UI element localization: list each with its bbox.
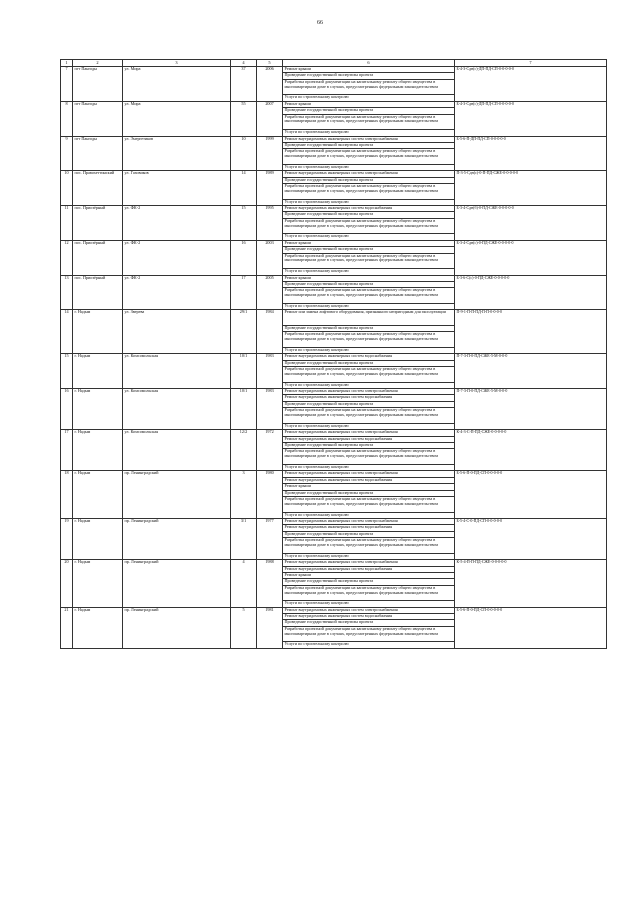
street-cell: пр. Ленинградский (123, 560, 231, 608)
build-year-cell: 2003 (257, 240, 283, 275)
street-cell: ул. Комсомольская (123, 389, 231, 430)
settlement-cell: г. Надым (73, 354, 123, 389)
work-type-cell: Проведение государственной экспертизы проекта (283, 108, 455, 114)
work-type-cell: Проведение государственной экспертизы проекта (283, 73, 455, 79)
house-code-cell: Б-5-6-П-0-ПД-СП-0-0-0-0-0 (455, 471, 607, 519)
row-number: 18 (61, 471, 73, 519)
row-number: 10 (61, 171, 73, 206)
work-type-cell: Услуги по строительному контролю (283, 642, 455, 648)
build-year-cell: 1995 (257, 206, 283, 241)
column-header: 3 (123, 60, 231, 67)
column-number-row (61, 60, 607, 67)
work-type-cell: Проведение государственной экспертизы проекта (283, 443, 455, 449)
house-number-cell: 37 (231, 67, 257, 102)
build-year-cell: 1972 (257, 430, 283, 471)
street-cell: ул. Мира (123, 101, 231, 136)
house-number-cell: 15 (231, 206, 257, 241)
build-year-cell: 1980 (257, 471, 283, 519)
work-type-cell: Услуги по строительному контролю (283, 347, 455, 353)
work-type-cell: Услуги по строительному контролю (283, 130, 455, 136)
work-type-cell: Услуги по строительному контролю (283, 303, 455, 309)
row-number: 17 (61, 430, 73, 471)
row-number: 12 (61, 240, 73, 275)
street-cell: пр. Ленинградский (123, 518, 231, 559)
settlement-cell: г. Надым (73, 389, 123, 430)
settlement-cell: г. Надым (73, 518, 123, 559)
house-number-cell: 4 (231, 560, 257, 608)
settlement-cell: пгт Пангоды (73, 101, 123, 136)
work-type-cell: Ремонт внутридомовых инженерных систем электроснабжения (283, 136, 455, 142)
work-type-cell: Услуги по строительному контролю (283, 423, 455, 429)
work-type-cell: Проведение государственной экспертизы проекта (283, 579, 455, 585)
settlement-cell: г. Надым (73, 430, 123, 471)
street-cell: ул. Энергетиков (123, 136, 231, 171)
work-type-cell: Проведение государственной экспертизы проекта (283, 281, 455, 287)
house-code-cell: П-7-3-П-0-ПД-СЖЕ-5-М-0-0-0 (455, 389, 607, 430)
work-type-cell: Услуги по строительному контролю (283, 382, 455, 388)
house-number-cell: 55 (231, 101, 257, 136)
build-year-cell: 1981 (257, 607, 283, 648)
page-number: 66 (317, 20, 323, 26)
work-type-cell: Разработка проектной документации на капитальному ремонту общего имущества в многоквартирном доме в случаях, предусмотренных федеральным законодательством (283, 496, 455, 512)
work-type-cell: Проведение государственной экспертизы проекта (283, 531, 455, 537)
work-type-cell: Услуги по строительному контролю (283, 234, 455, 240)
house-number-cell: 10/1 (231, 354, 257, 389)
work-type-cell: Проведение государственной экспертизы проекта (283, 620, 455, 626)
house-code-cell: П-9-1-П-П-ПД-П-П-0-0-0-0 (455, 310, 607, 354)
row-number: 13 (61, 275, 73, 310)
work-type-cell: Разработка проектной документации на капитальному ремонту общего имущества в многоквартирном доме в случаях, предусмотренных федеральным законодательством (283, 332, 455, 348)
house-code-cell: Б-4-3-Сдн(с)-ДП-ПД-СП-0-0-0-0-0 (455, 101, 607, 136)
work-type-cell: Ремонт внутридомовых инженерных систем электроснабжения (283, 471, 455, 477)
work-type-cell: Услуги по строительному контролю (283, 512, 455, 518)
work-type-cell: Ремонт или замена лифтового оборудования, признанного непригодным для эксплуатации (283, 310, 455, 326)
work-type-cell: Разработка проектной документации на капитальному ремонту общего имущества в многоквартирном доме в случаях, предусмотренных федеральным законодательством (283, 538, 455, 554)
work-type-cell: Разработка проектной документации на капитальному ремонту общего имущества в многоквартирном доме в случаях, предусмотренных федеральным законодательством (283, 184, 455, 200)
work-type-cell: Разработка проектной документации на капитальному ремонту общего имущества в многоквартирном доме в случаях, предусмотренных федеральным законодательством (283, 585, 455, 601)
settlement-cell: пос. Правохеттинский (73, 171, 123, 206)
repair-program-table (60, 59, 607, 649)
work-type-cell: Проведение государственной экспертизы проекта (283, 360, 455, 366)
house-number-cell: 10/1 (231, 389, 257, 430)
work-type-cell: Ремонт крыши (283, 275, 455, 281)
house-number-cell: 5 (231, 607, 257, 648)
house-number-cell: 14 (231, 171, 257, 206)
house-code-cell: К-5-4-П-П-ПД-СЖЕ-0-0-0-0-0 (455, 560, 607, 608)
work-type-cell: Ремонт внутридомовых инженерных систем водоснабжения (283, 395, 455, 401)
work-type-cell: Проведение государственной экспертизы проекта (283, 142, 455, 148)
settlement-cell: пос. Приозёрный (73, 240, 123, 275)
street-cell: пр. Ленинградский (123, 607, 231, 648)
column-header: 7 (455, 60, 607, 67)
row-number: 7 (61, 67, 73, 102)
street-cell: пр. Ленинградский (123, 471, 231, 519)
work-type-cell: Ремонт внутридомовых инженерных систем водоснабжения (283, 206, 455, 212)
house-number-cell: 3 (231, 471, 257, 519)
house-code-cell: Б-3-4-Сдн(с)-0-ПД-СЖЕ-0-0-0-0-0 (455, 240, 607, 275)
house-code-cell: Б-3-4-Сдн(б)-0-ПД-СЖЕ-0-0-0-0-0 (455, 206, 607, 241)
work-type-cell: Услуги по строительному контролю (283, 199, 455, 205)
column-header: 5 (257, 60, 283, 67)
table-body (61, 60, 607, 649)
work-type-cell: Ремонт внутридомовых инженерных систем водоснабжения (283, 477, 455, 483)
build-year-cell: 1983 (257, 354, 283, 389)
house-code-cell: П-3-5-Сдн(с)-0-П-ПД-СЖЕ-0-0-0-0-0 (455, 171, 607, 206)
work-type-cell: Ремонт крыши (283, 572, 455, 578)
house-number-cell: 3/1 (231, 518, 257, 559)
street-cell: ул. ФК-2 (123, 240, 231, 275)
work-type-cell: Услуги по строительному контролю (283, 553, 455, 559)
house-code-cell: Б-3-6-С(с)-0-ПД-СЖЕ-0-0-0-0-0 (455, 275, 607, 310)
work-type-cell: Ремонт внутридомовых инженерных систем водоснабжения (283, 566, 455, 572)
row-number: 14 (61, 310, 73, 354)
house-number-cell: 16 (231, 240, 257, 275)
row-number: 15 (61, 354, 73, 389)
work-type-cell: Ремонт внутридомовых инженерных систем электроснабжения (283, 518, 455, 524)
street-cell: ул. Комсомольская (123, 354, 231, 389)
row-number: 9 (61, 136, 73, 171)
settlement-cell: г. Надым (73, 471, 123, 519)
table-row (61, 310, 607, 326)
street-cell: ул. ФК-2 (123, 275, 231, 310)
build-year-cell: 1999 (257, 136, 283, 171)
work-type-cell: Ремонт внутридомовых инженерных систем водоснабжения (283, 436, 455, 442)
work-type-cell: Услуги по строительному контролю (283, 601, 455, 607)
row-number: 19 (61, 518, 73, 559)
street-cell: ул. Мира (123, 67, 231, 102)
house-code-cell: П-7-3-П-0-ПД-СЖЕ-5-М-0-0-0 (455, 354, 607, 389)
settlement-cell: пос. Приозёрный (73, 206, 123, 241)
house-code-cell: Б-5-6-П-0-ПД-СП-0-0-0-0-0 (455, 607, 607, 648)
street-cell: ул. Газовиков (123, 171, 231, 206)
work-type-cell: Услуги по строительному контролю (283, 465, 455, 471)
build-year-cell: 1989 (257, 171, 283, 206)
house-code-cell: Б-5-4-С-0-ПД-СП-0-0-0-0-0 (455, 518, 607, 559)
settlement-cell: пгт Пангоды (73, 136, 123, 171)
work-type-cell: Разработка проектной документации на капитальному ремонту общего имущества в многоквартирном доме в случаях, предусмотренных федеральным законодательством (283, 218, 455, 234)
work-type-cell: Ремонт внутридомовых инженерных систем электроснабжения (283, 607, 455, 613)
settlement-cell: пгт Пангоды (73, 67, 123, 102)
work-type-cell: Разработка проектной документации на капитальному ремонту общего имущества в многоквартирном доме в случаях, предусмотренных федеральным законодательством (283, 114, 455, 130)
settlement-cell: г. Надым (73, 560, 123, 608)
work-type-cell: Проведение государственной экспертизы проекта (283, 247, 455, 253)
work-type-cell: Ремонт крыши (283, 240, 455, 246)
work-type-cell: Разработка проектной документации на капитальному ремонту общего имущества в многоквартирном доме в случаях, предусмотренных федеральным законодательством (283, 626, 455, 642)
work-type-cell: Проведение государственной экспертизы проекта (283, 401, 455, 407)
work-type-cell: Разработка проектной документации на капитальному ремонту общего имущества в многоквартирном доме в случаях, предусмотренных федеральным законодательством (283, 408, 455, 424)
row-number: 21 (61, 607, 73, 648)
work-type-cell: Ремонт внутридомовых инженерных систем электроснабжения (283, 389, 455, 395)
work-type-cell: Ремонт внутридомовых инженерных систем электроснабжения (283, 430, 455, 436)
work-type-cell: Проведение государственной экспертизы проекта (283, 325, 455, 331)
settlement-cell: г. Надым (73, 607, 123, 648)
house-code-cell: Б-4-3-Сдн(с)-ДП-ПД-СП-0-0-0-0-0 (455, 67, 607, 102)
street-cell: ул. Зверева (123, 310, 231, 354)
build-year-cell: 1984 (257, 310, 283, 354)
work-type-cell: Ремонт внутридомовых инженерных систем водоснабжения (283, 354, 455, 360)
work-type-cell: Разработка проектной документации на капитальному ремонту общего имущества в многоквартирном доме в случаях, предусмотренных федеральным законодательством (283, 79, 455, 95)
street-cell: ул. ФК-2 (123, 206, 231, 241)
column-header: 6 (283, 60, 455, 67)
column-header: 4 (231, 60, 257, 67)
work-type-cell: Ремонт крыши (283, 101, 455, 107)
work-type-cell: Ремонт внутридомовых инженерных систем электроснабжения (283, 560, 455, 566)
work-type-cell: Разработка проектной документации на капитальному ремонту общего имущества в многоквартирном доме в случаях, предусмотренных федеральным законодательством (283, 449, 455, 465)
house-number-cell: 10 (231, 136, 257, 171)
work-type-cell: Проведение государственной экспертизы проекта (283, 212, 455, 218)
row-number: 8 (61, 101, 73, 136)
work-type-cell: Разработка проектной документации на капитальному ремонту общего имущества в многоквартирном доме в случаях, предусмотренных федеральным законодательством (283, 253, 455, 269)
row-number: 11 (61, 206, 73, 241)
build-year-cell: 2005 (257, 275, 283, 310)
work-type-cell: Услуги по строительному контролю (283, 269, 455, 275)
column-header: 2 (73, 60, 123, 67)
work-type-cell: Ремонт крыши (283, 484, 455, 490)
work-type-cell: Ремонт внутридомовых инженерных систем электроснабжения (283, 171, 455, 177)
row-number: 16 (61, 389, 73, 430)
build-year-cell: 1977 (257, 518, 283, 559)
street-cell: ул. Комсомольская (123, 430, 231, 471)
house-code-cell: К-4-3-С-П-ПД-СЖЕ-0-0-0-0-0 (455, 430, 607, 471)
build-year-cell: 2006 (257, 67, 283, 102)
work-type-cell: Разработка проектной документации на капитальному ремонту общего имущества в многоквартирном доме в случаях, предусмотренных федеральным законодательством (283, 288, 455, 304)
work-type-cell: Проведение государственной экспертизы проекта (283, 490, 455, 496)
settlement-cell: г. Надым (73, 310, 123, 354)
house-number-cell: 29/1 (231, 310, 257, 354)
row-number: 20 (61, 560, 73, 608)
work-type-cell: Проведение государственной экспертизы проекта (283, 177, 455, 183)
work-type-cell: Ремонт крыши (283, 67, 455, 73)
house-number-cell: 17 (231, 275, 257, 310)
settlement-cell: пос. Приозёрный (73, 275, 123, 310)
build-year-cell: 2007 (257, 101, 283, 136)
house-code-cell: Б-5-6-П-ДП-ПД-СП-0-0-0-0-0 (455, 136, 607, 171)
house-number-cell: 12/2 (231, 430, 257, 471)
build-year-cell: 1983 (257, 389, 283, 430)
work-type-cell: Ремонт внутридомовых инженерных систем водоснабжения (283, 614, 455, 620)
build-year-cell: 1988 (257, 560, 283, 608)
work-type-cell: Ремонт внутридомовых инженерных систем водоснабжения (283, 525, 455, 531)
work-type-cell: Услуги по строительному контролю (283, 95, 455, 101)
work-type-cell: Услуги по строительному контролю (283, 164, 455, 170)
column-header: 1 (61, 60, 73, 67)
work-type-cell: Разработка проектной документации на капитальному ремонту общего имущества в многоквартирном доме в случаях, предусмотренных федеральным законодательством (283, 367, 455, 383)
work-type-cell: Разработка проектной документации на капитальному ремонту общего имущества в многоквартирном доме в случаях, предусмотренных федеральным законодательством (283, 149, 455, 165)
